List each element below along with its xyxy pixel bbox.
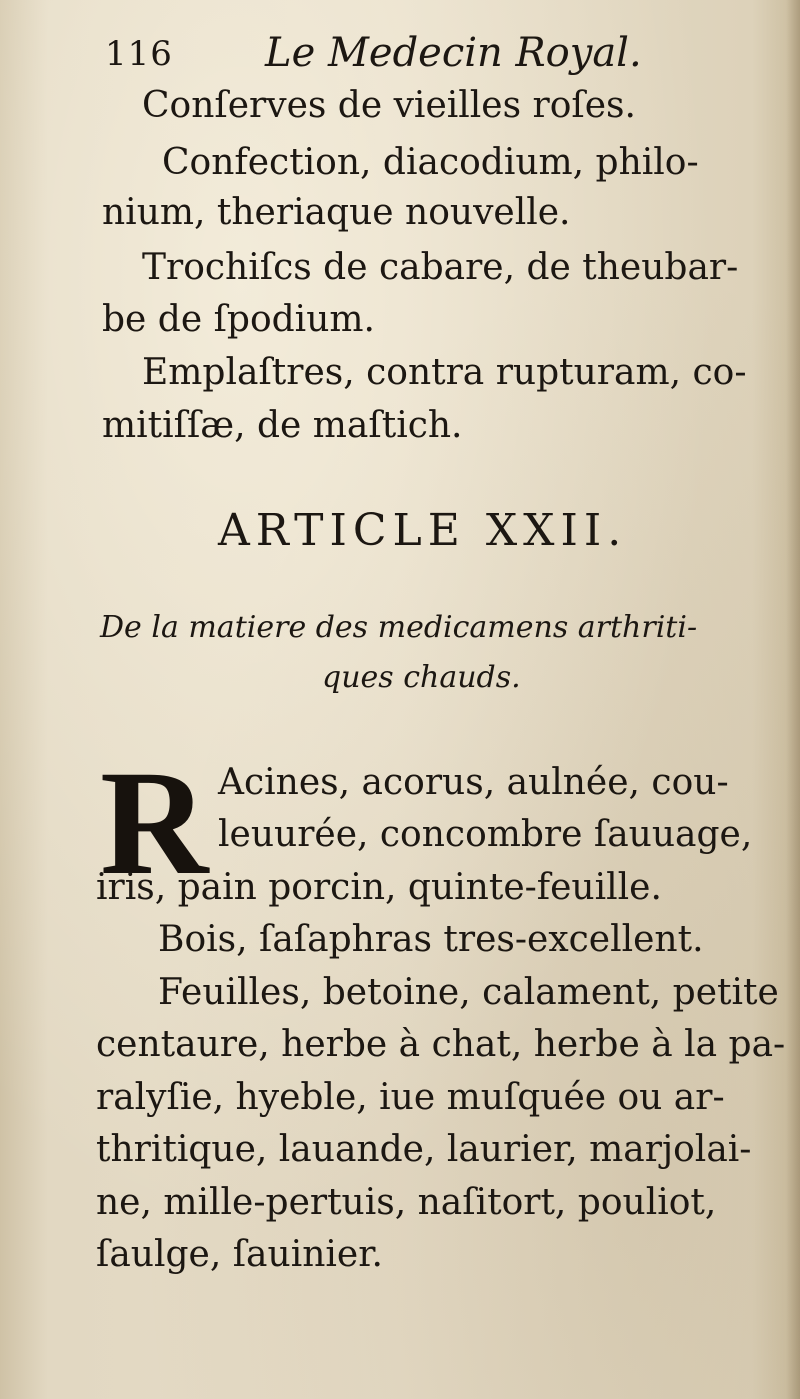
- text-line: be de ſpodium.: [102, 299, 375, 340]
- running-title: Le Medecin Royal.: [265, 30, 642, 76]
- drop-cap: R: [100, 740, 209, 906]
- article-subtitle-line-1: De la matiere des medicamens arthriti-: [100, 610, 698, 645]
- text-line: Bois, ſaſaphras tres-excellent.: [158, 919, 704, 960]
- page-header: [105, 30, 705, 90]
- text-line: ne, mille-pertuis, naſitort, pouliot,: [96, 1182, 717, 1223]
- text-line: thritique, lauande, laurier, marjolai-: [96, 1129, 752, 1170]
- text-line: Conſerves de vieilles roſes.: [142, 85, 636, 126]
- page-edge-shadow: [786, 0, 800, 1399]
- text-line: iris, pain porcin, quinte-feuille.: [96, 867, 662, 908]
- text-line: Emplaſtres, contra rupturam, co-: [142, 352, 747, 393]
- text-line: nium, theriaque nouvelle.: [102, 192, 571, 233]
- text-line: Acines, acorus, aulnée, cou-: [218, 762, 729, 803]
- text-line: Confection, diacodium, philo-: [162, 142, 699, 183]
- text-line: Trochiſcs de cabare, de theubar-: [142, 247, 739, 288]
- text-line: centaure, herbe à chat, herbe à la pa-: [96, 1024, 786, 1065]
- text-line: ſaulge, ſauinier.: [96, 1234, 383, 1275]
- article-heading: ARTICLE XXII.: [218, 505, 628, 556]
- text-line: Feuilles, betoine, calament, petite: [158, 972, 779, 1013]
- text-line: ralyſie, hyeble, iue muſquée ou ar-: [96, 1077, 725, 1118]
- page-number: 116: [105, 34, 173, 74]
- text-line: leuurée, concombre ſauuage,: [218, 814, 753, 855]
- article-subtitle-line-2: ques chauds.: [322, 660, 521, 695]
- text-line: mitiſſæ, de maſtich.: [102, 405, 463, 446]
